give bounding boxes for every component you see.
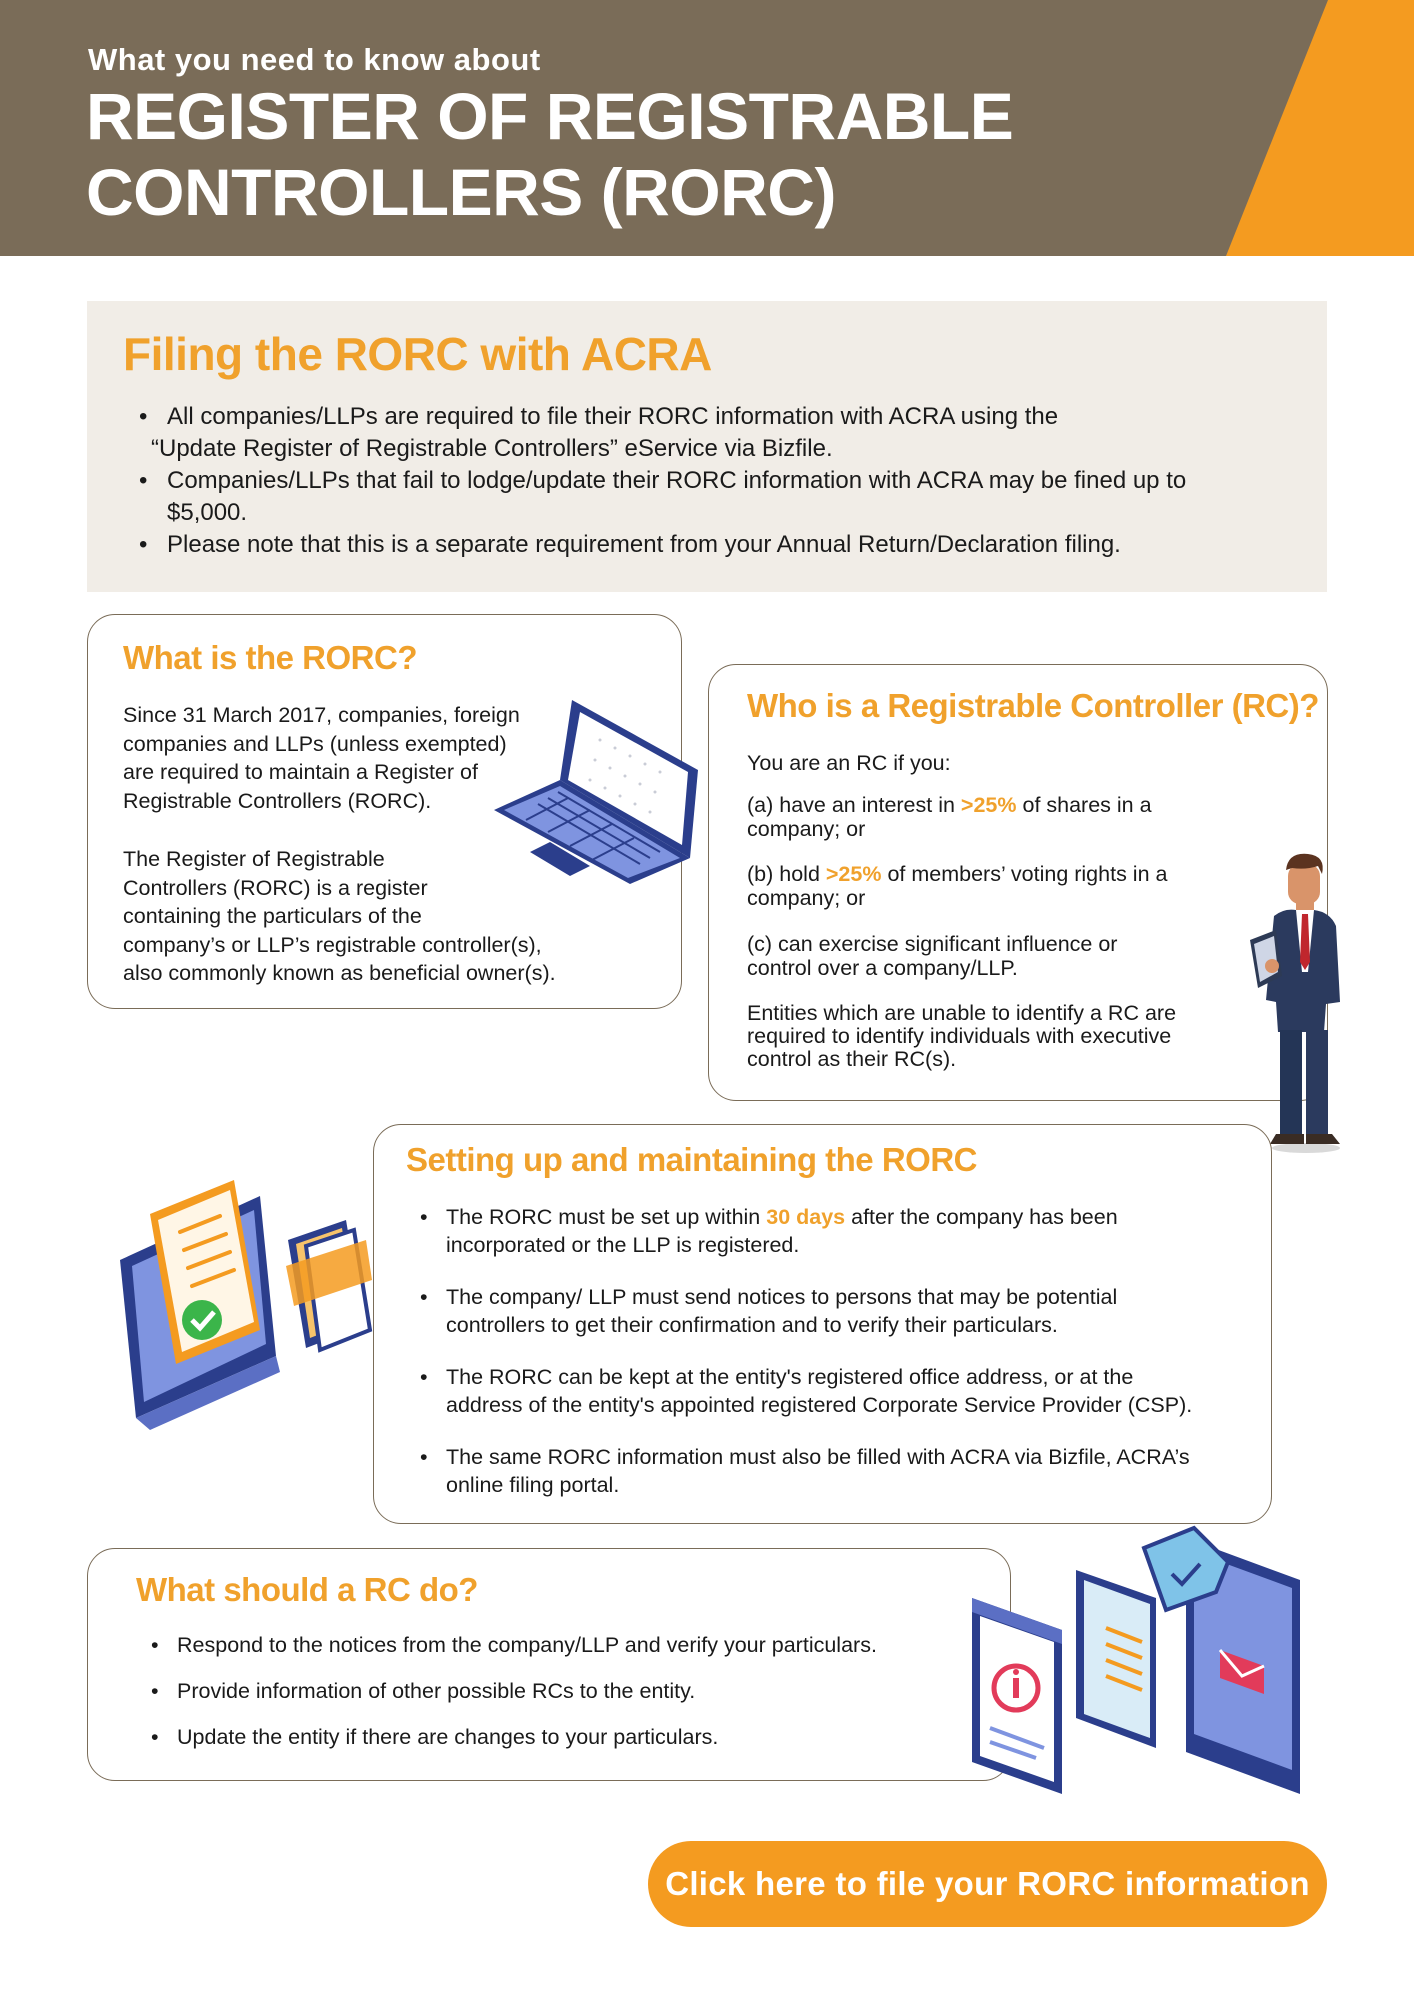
filing-panel [87, 301, 1327, 592]
header-title-line2: CONTROLLERS (RORC) [86, 155, 836, 229]
who-criterion-b: (b) hold >25% of members’ voting rights in a company; or [747, 862, 1168, 910]
header-banner [0, 0, 1414, 256]
setting-up-card [373, 1124, 1272, 1524]
file-rorc-button[interactable]: Click here to file your RORC information [648, 1841, 1327, 1927]
header-subtitle: What you need to know about [88, 42, 541, 77]
what-should-rc-do-card [87, 1548, 1011, 1781]
filing-list [151, 401, 1317, 561]
filing-bullet: • Please note that this is a separate requirement from your Annual Return/Declaration filing. [167, 529, 1317, 561]
setup-bullet: • The RORC can be kept at the entity's registered office address, or at the address of the entity's appointed registered Corporate Service Provider (CSP). [446, 1363, 1266, 1419]
laptop-icon [490, 700, 700, 885]
setup-list [446, 1203, 1266, 1499]
who-criterion-a: (a) have an interest in >25% of shares in a company; or [747, 793, 1152, 841]
rcdo-bullet: • Respond to the notices from the company/LLP and verify your particulars. [177, 1631, 997, 1659]
rcdo-bullet: • Provide information of other possible RCs to the entity. [177, 1677, 997, 1705]
header-title-line1: REGISTER OF REGISTRABLE [86, 79, 1014, 153]
setup-heading: Setting up and maintaining the RORC [406, 1141, 977, 1178]
rcdo-heading: What should a RC do? [136, 1571, 478, 1608]
filing-heading: Filing the RORC with ACRA [123, 328, 712, 380]
what-paragraph-1: Since 31 March 2017, companies, foreign companies and LLPs (unless exempted) are required to maintain a Register of Registrable Controllers (RORC). [123, 703, 520, 813]
setup-bullet: • The RORC must be set up within 30 days after the company has been incorporated or the LLP is registered. [446, 1203, 1266, 1259]
rcdo-list [177, 1631, 997, 1751]
setup-bullet: • The company/ LLP must send notices to persons that may be potential controllers to get their confirmation and to verify their particulars. [446, 1283, 1266, 1339]
businessman-icon [1248, 852, 1358, 1154]
what-paragraph-2: The Register of Registrable Controllers (RORC) is a register containing the particulars of the company’s or LLP’s registrable controller(s), also commonly known as beneficial owner(s). [123, 847, 556, 985]
filing-bullet: • Companies/LLPs that fail to lodge/update their RORC information with ACRA may be fined up to $5,000. [167, 465, 1317, 529]
who-criterion-c: (c) can exercise significant influence or control over a company/LLP. [747, 932, 1118, 980]
setup-bullet: • The same RORC information must also be filled with ACRA via Bizfile, ACRA’s online filing portal. [446, 1443, 1266, 1499]
what-heading: What is the RORC? [123, 639, 417, 676]
who-note: Entities which are unable to identify a RC are required to identify individuals with executive control as their RC(s). [747, 1001, 1177, 1071]
filing-bullet: • All companies/LLPs are required to file their RORC information with ACRA using the “Update Register of Registrable Controllers” eService via Bizfile. [167, 401, 1317, 465]
who-is-rc-card [708, 664, 1328, 1101]
who-heading: Who is a Registrable Controller (RC)? [747, 687, 1319, 724]
devices-icon [966, 1518, 1316, 1800]
rcdo-bullet: • Update the entity if there are changes to your particulars. [177, 1723, 997, 1751]
who-intro: You are an RC if you: [747, 751, 951, 775]
document-monitor-icon [110, 1180, 380, 1430]
